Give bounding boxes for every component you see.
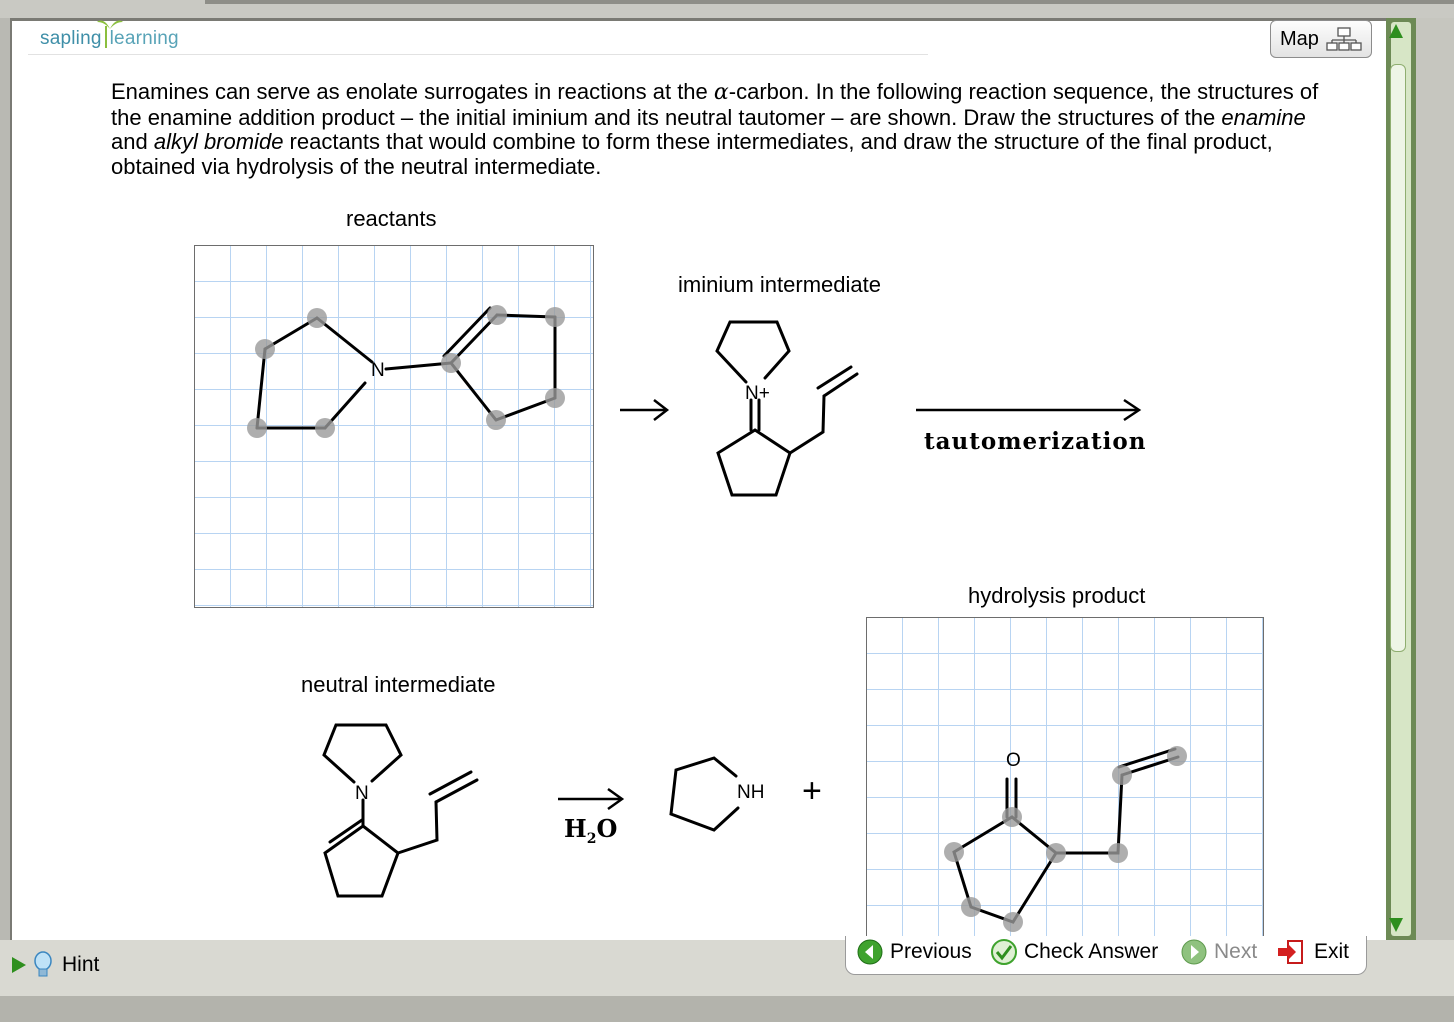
question-and: and <box>111 129 154 155</box>
map-button[interactable] <box>1270 20 1372 58</box>
water-h: H <box>564 814 587 843</box>
neutral-intermediate-label: neutral intermediate <box>301 672 496 697</box>
logo-leaf-icon <box>96 16 124 30</box>
header-divider <box>28 54 928 55</box>
previous-arrow-icon <box>856 938 884 966</box>
question-part-3: reactants that would combine to form these intermediates, and draw the structure of the final product, obtained via hydrolysis of the neutral intermediate. <box>111 129 1273 179</box>
hydrolysis-arrow-icon <box>556 787 628 811</box>
neutral-intermediate-structure <box>310 718 490 908</box>
atom-o-label: O <box>1006 750 1021 771</box>
next-arrow-icon <box>1180 938 1208 966</box>
neutral-n-label: N <box>355 783 369 804</box>
atom-n-label: N <box>371 360 385 381</box>
water-o: O <box>596 814 618 843</box>
tautomerization-arrow-icon <box>914 398 1146 422</box>
reactants-molecule[interactable] <box>194 245 594 608</box>
alkyl-bromide-word: alkyl bromide <box>153 129 284 155</box>
pyrrolidine-structure <box>666 750 786 840</box>
hydrolysis-product-label: hydrolysis product <box>968 583 1146 608</box>
next-label: Next <box>1214 940 1258 963</box>
scroll-down-arrow-icon[interactable] <box>1389 918 1403 932</box>
exit-label: Exit <box>1314 940 1350 963</box>
reactants-label: reactants <box>346 206 437 231</box>
water-subscript: 2 <box>586 830 597 847</box>
alpha-symbol: α <box>713 80 729 105</box>
hint-label: Hint <box>62 953 100 976</box>
water-label <box>564 814 617 847</box>
logo-text-learning: learning <box>109 28 179 49</box>
iminium-n-plus-label: N+ <box>745 383 770 404</box>
map-label: Map <box>1280 28 1319 50</box>
tab-strip <box>205 0 1454 4</box>
next-button[interactable] <box>1180 936 1257 968</box>
enamine-word: enamine <box>1221 104 1306 130</box>
navigation-panel <box>845 936 1367 975</box>
scroll-thumb[interactable] <box>1390 64 1406 652</box>
tautomerization-label: tautomerization <box>924 428 1147 455</box>
hint-button[interactable] <box>8 948 99 982</box>
question-part-2: -carbon. In the following reaction sequence, the structures of the enamine addition product – the initial iminium and its neutral tautomer – are shown. Draw the structures of the <box>111 79 1319 130</box>
question-text <box>111 80 1331 179</box>
exit-door-icon <box>1276 938 1306 966</box>
window-left-frame <box>0 18 10 1022</box>
iminium-intermediate-structure <box>700 310 870 500</box>
plus-sign: + <box>802 772 822 810</box>
previous-button[interactable] <box>856 936 972 968</box>
question-part-1: Enamines can serve as enolate surrogates in reactions at the <box>111 79 714 104</box>
window-top-frame <box>0 0 1454 19</box>
exit-button[interactable] <box>1276 936 1349 968</box>
scroll-up-arrow-icon[interactable] <box>1389 24 1403 38</box>
logo-text-sapling: sapling <box>40 28 102 49</box>
lightbulb-icon <box>32 950 54 980</box>
bottom-shadow <box>0 996 1454 1022</box>
check-answer-button[interactable] <box>990 936 1158 968</box>
hint-play-icon <box>8 952 32 978</box>
previous-label: Previous <box>890 940 972 963</box>
iminium-label: iminium intermediate <box>678 272 881 297</box>
reaction-arrow-icon <box>618 398 672 422</box>
site-map-icon <box>1326 27 1364 51</box>
check-answer-label: Check Answer <box>1024 940 1159 963</box>
vertical-scrollbar[interactable] <box>1386 18 1416 940</box>
hydrolysis-product-molecule[interactable] <box>866 617 1264 940</box>
check-mark-icon <box>990 938 1018 966</box>
window-right-frame <box>1416 18 1454 1022</box>
pyrrolidine-nh-label: NH <box>737 782 765 803</box>
